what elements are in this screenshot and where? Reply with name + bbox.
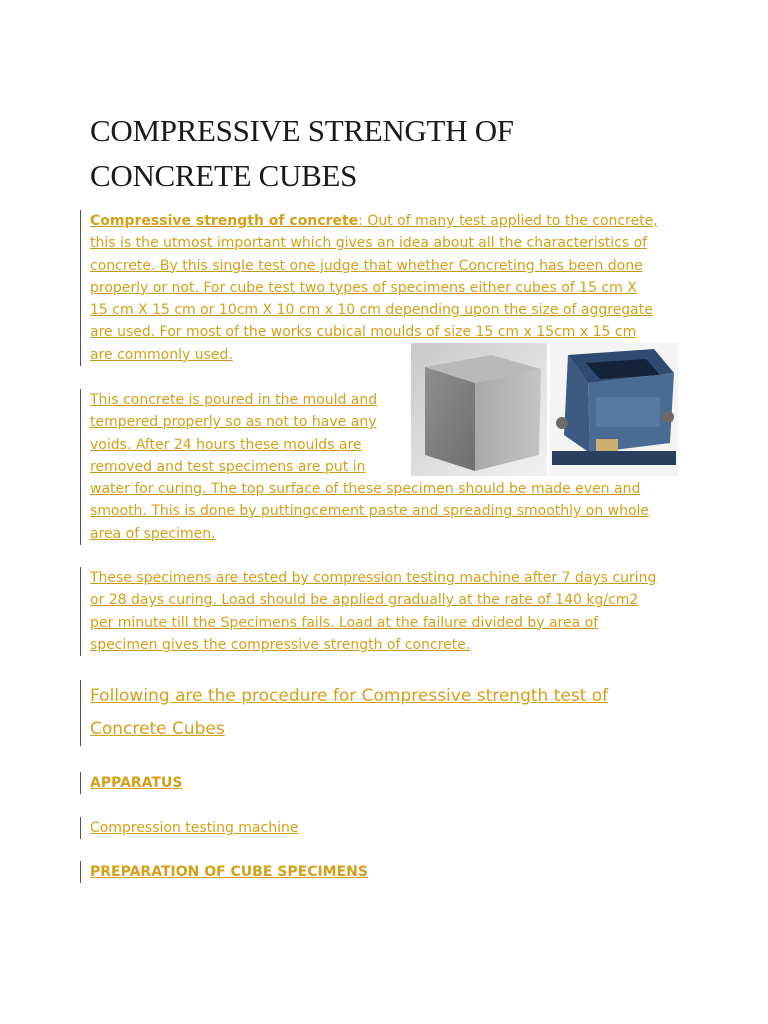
intro-line[interactable]: concrete. By this single test one judge that whether Concreting has been done [90, 257, 643, 274]
pouring-paragraph-block [80, 389, 690, 545]
procedure-heading-block [80, 680, 690, 746]
testing-paragraph[interactable] [90, 567, 690, 656]
apparatus-heading-block [80, 772, 182, 794]
procedure-heading[interactable] [90, 680, 690, 746]
preparation-heading-block [80, 861, 368, 883]
apparatus-item[interactable]: Compression testing machine [90, 820, 299, 836]
testing-paragraph-block [80, 567, 690, 656]
testing-line[interactable]: or 28 days curing. Load should be applied gradually at the rate of 140 kg/cm2 [90, 592, 639, 609]
intro-line[interactable]: this is the utmost important which gives an idea about all the characteristics of [90, 235, 648, 252]
intro-line[interactable]: properly or not. For cube test two types of specimens either cubes of 15 cm X [90, 279, 637, 296]
testing-line[interactable]: specimen gives the compressive strength of concrete. [90, 636, 471, 653]
procedure-heading-line[interactable]: Following are the procedure for Compressive strength test of [90, 686, 609, 706]
intro-line[interactable]: : Out of many test applied to the concrete, [358, 213, 658, 229]
preparation-heading[interactable]: PREPARATION OF CUBE SPECIMENS [90, 864, 368, 880]
intro-lead-term[interactable]: Compressive strength of concrete [90, 213, 359, 229]
pouring-line[interactable]: area of specimen. [90, 525, 216, 542]
pouring-paragraph[interactable] [90, 389, 690, 545]
pouring-line[interactable]: This concrete is poured in the mould and [90, 392, 378, 408]
apparatus-item-block [80, 817, 298, 839]
testing-line[interactable]: These specimens are tested by compression testing machine after 7 days curing [90, 570, 657, 586]
apparatus-heading[interactable]: APPARATUS [90, 775, 183, 791]
testing-line[interactable]: per minute till the Specimens fails. Load at the failure divided by area of [90, 614, 599, 631]
pouring-line[interactable]: removed and test specimens are put in [90, 458, 366, 475]
intro-line[interactable]: 15 cm X 15 cm or 10cm X 10 cm x 10 cm depending upon the size of aggregate [90, 302, 653, 319]
intro-line[interactable]: are commonly used. [90, 346, 233, 363]
title-line-1: COMPRESSIVE STRENGTH OF [90, 113, 514, 148]
procedure-heading-line[interactable]: Concrete Cubes [90, 719, 225, 739]
pouring-line[interactable]: water for curing. The top surface of these specimen should be made even and [90, 481, 641, 498]
intro-line[interactable]: are used. For most of the works cubical moulds of size 15 cm x 15cm x 15 cm [90, 324, 637, 341]
page-title [90, 108, 710, 198]
pouring-line[interactable]: smooth. This is done by puttingcement paste and spreading smoothly on whole [90, 503, 650, 520]
pouring-line[interactable]: tempered properly so as not to have any [90, 414, 377, 431]
pouring-line[interactable]: voids. After 24 hours these moulds are [90, 436, 362, 453]
title-line-2: CONCRETE CUBES [90, 158, 358, 193]
